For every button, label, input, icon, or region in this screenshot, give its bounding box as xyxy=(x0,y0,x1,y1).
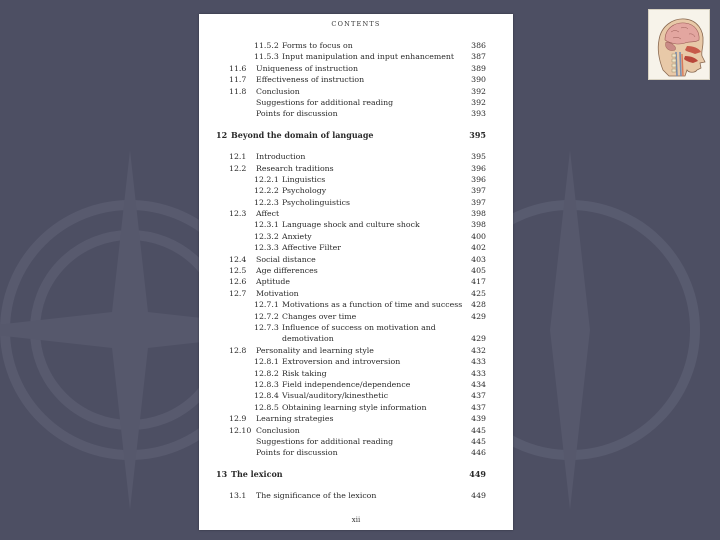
toc-entry-row xyxy=(199,413,513,424)
toc-entry-row xyxy=(199,390,513,401)
toc-page-number: 400 xyxy=(471,231,486,241)
toc-entry-row xyxy=(199,265,513,276)
toc-section-title: Affect xyxy=(256,209,280,219)
toc-page-number: 402 xyxy=(471,243,486,253)
toc-page-number: 392 xyxy=(471,86,486,96)
toc-spacer xyxy=(199,480,513,490)
page-header: CONTENTS xyxy=(331,20,381,28)
toc-section-title: Psychology xyxy=(282,186,327,196)
toc-entry-row xyxy=(199,333,513,344)
toc-section-title: Risk taking xyxy=(282,368,327,378)
toc-page-number: 397 xyxy=(471,186,486,196)
toc-entry-row xyxy=(199,40,513,51)
toc-section-title: Points for discussion xyxy=(256,109,338,119)
toc-section-number: 12.2 xyxy=(229,163,247,173)
toc-entry-row xyxy=(199,51,513,62)
toc-section-number: 12.3 xyxy=(229,209,247,219)
toc-section-number: 11.5.3 xyxy=(254,52,279,62)
toc-page-number: 398 xyxy=(471,220,486,230)
toc-page-number: 437 xyxy=(471,391,486,401)
toc-section-title: Anxiety xyxy=(282,231,312,241)
toc-page-number: 446 xyxy=(471,448,486,458)
toc-section-title: Forms to focus on xyxy=(282,41,353,50)
toc-entry-row xyxy=(199,311,513,322)
toc-section-number: 12.10 xyxy=(229,425,252,435)
toc-section-title: Input manipulation and input enhancement xyxy=(282,52,455,62)
toc-entry-row xyxy=(199,288,513,299)
toc-section-title: Beyond the domain of language xyxy=(231,129,374,140)
toc-entry-row xyxy=(199,174,513,185)
toc-page-number: 396 xyxy=(471,174,486,184)
toc-section-number: 12.8.3 xyxy=(254,379,279,389)
toc-section-title: Psycholinguistics xyxy=(282,197,351,207)
toc-page-number: 429 xyxy=(471,311,486,321)
toc-entry-row xyxy=(199,447,513,458)
toc-entry-row xyxy=(199,490,513,501)
toc-section-title: The significance of the lexicon xyxy=(256,491,377,501)
toc-section-number: 11.7 xyxy=(229,75,247,85)
toc-entry-row xyxy=(199,185,513,196)
toc-section-title: Points for discussion xyxy=(256,448,338,458)
toc-spacer xyxy=(199,141,513,151)
toc-section-number: 12.8.1 xyxy=(254,357,279,367)
toc-section-number: 12.7.1 xyxy=(254,300,279,310)
toc-entry-row xyxy=(199,276,513,287)
toc-page-number: 445 xyxy=(471,436,486,446)
toc-section-number: 12.7 xyxy=(229,288,247,298)
head-anatomy-image xyxy=(648,9,710,80)
toc-section-number: 12.2.3 xyxy=(254,197,279,207)
toc-section-title: Age differences xyxy=(256,266,318,276)
toc-section-number: 12.8.5 xyxy=(254,402,279,412)
toc-section-number: 11.8 xyxy=(229,86,247,96)
toc-section-number: 12.8.4 xyxy=(254,391,279,401)
toc-entry-row xyxy=(199,151,513,162)
toc-section-title: Introduction xyxy=(256,152,306,162)
toc-page-number: 437 xyxy=(471,402,486,412)
toc-section-title: Research traditions xyxy=(256,163,334,173)
page-number: xii xyxy=(351,516,361,524)
toc-section-title: Effectiveness of instruction xyxy=(256,75,365,85)
toc-page-number: 393 xyxy=(471,109,486,119)
toc-section-number: 12.4 xyxy=(229,254,247,264)
toc-section-number: 12.2.1 xyxy=(254,174,279,184)
toc-page-number: 396 xyxy=(471,163,486,173)
toc-spacer xyxy=(199,459,513,469)
toc-page-number: 433 xyxy=(471,357,486,367)
toc-section-title: Obtaining learning style information xyxy=(282,402,427,412)
toc-section-title: Learning strategies xyxy=(256,414,334,424)
toc-page-number: 398 xyxy=(471,209,486,219)
toc-entry-row xyxy=(199,379,513,390)
toc-entry-row xyxy=(199,63,513,74)
toc-section-number: 12.9 xyxy=(229,414,247,424)
toc-entry-row xyxy=(199,86,513,97)
toc-section-title: Motivations as a function of time and success xyxy=(282,300,463,310)
toc-section-number: 12.2.2 xyxy=(254,186,279,196)
toc-page-number: 405 xyxy=(471,266,486,276)
toc-section-title: Motivation xyxy=(256,288,299,298)
toc-entry-row xyxy=(199,356,513,367)
toc-section-title: Personality and learning style xyxy=(256,345,374,355)
toc-entry-row xyxy=(199,322,513,333)
toc-section-number: 12.3.3 xyxy=(254,243,279,253)
toc-section-number: 12.5 xyxy=(229,266,247,276)
toc-page-number: 397 xyxy=(471,197,486,207)
toc-page-number: 395 xyxy=(469,129,486,140)
toc-entry-row xyxy=(199,368,513,379)
toc-section-title: demotivation xyxy=(282,334,334,344)
toc-entry-row xyxy=(199,231,513,242)
toc-section-number: 12.8 xyxy=(229,345,247,355)
toc-section-number: 12.8.2 xyxy=(254,368,279,378)
toc-page-number: 389 xyxy=(471,63,486,73)
toc-page-number: 449 xyxy=(471,491,486,501)
toc-section-title: Changes over time xyxy=(282,311,357,321)
toc-page-number: 433 xyxy=(471,368,486,378)
table-of-contents xyxy=(199,40,513,501)
toc-entry-row xyxy=(199,425,513,436)
toc-section-number: 12.7.3 xyxy=(254,322,279,332)
toc-page-number: 386 xyxy=(471,41,486,50)
toc-section-number: 12.7.2 xyxy=(254,311,279,321)
toc-entry-row xyxy=(199,254,513,265)
toc-section-title: Conclusion xyxy=(256,425,300,435)
toc-section-number: 12 xyxy=(216,129,228,140)
toc-section-number: 11.5.2 xyxy=(254,41,279,50)
toc-section-number: 12.3.1 xyxy=(254,220,279,230)
toc-section-title: Conclusion xyxy=(256,86,300,96)
toc-spacer xyxy=(199,120,513,130)
toc-entry-row xyxy=(199,108,513,119)
toc-section-title: Linguistics xyxy=(282,174,326,184)
toc-section-title: Influence of success on motivation and xyxy=(282,322,436,332)
toc-page-number: 429 xyxy=(471,334,486,344)
toc-page-number: 425 xyxy=(471,288,486,298)
toc-section-number: 12.1 xyxy=(229,152,247,162)
toc-page-number: 449 xyxy=(469,468,486,479)
toc-entry-row xyxy=(199,402,513,413)
toc-page-number: 387 xyxy=(471,52,486,62)
toc-section-title: Uniqueness of instruction xyxy=(256,63,358,73)
toc-entry-row xyxy=(199,219,513,230)
toc-section-title: Suggestions for additional reading xyxy=(256,97,394,107)
toc-entry-row xyxy=(199,299,513,310)
toc-entry-row xyxy=(199,242,513,253)
toc-page-number: 390 xyxy=(471,75,486,85)
toc-section-number: 12.6 xyxy=(229,277,247,287)
toc-section-title: Affective Filter xyxy=(282,243,342,253)
toc-page-number: 434 xyxy=(471,379,486,389)
toc-section-title: Suggestions for additional reading xyxy=(256,436,394,446)
toc-section-title: Language shock and culture shock xyxy=(282,220,420,230)
toc-page-number: 417 xyxy=(471,277,486,287)
toc-page-number: 439 xyxy=(471,414,486,424)
toc-page-number: 445 xyxy=(471,425,486,435)
toc-chapter-row xyxy=(199,130,513,141)
toc-section-title: Extroversion and introversion xyxy=(282,357,401,367)
book-page xyxy=(199,14,513,530)
toc-entry-row xyxy=(199,97,513,108)
toc-page-number: 432 xyxy=(471,345,486,355)
toc-entry-row xyxy=(199,74,513,85)
toc-chapter-row xyxy=(199,469,513,480)
toc-section-title: The lexicon xyxy=(231,468,283,479)
toc-page-number: 428 xyxy=(471,300,486,310)
toc-page-number: 395 xyxy=(471,152,486,162)
toc-section-title: Aptitude xyxy=(256,277,291,287)
toc-page-number: 392 xyxy=(471,97,486,107)
toc-section-number: 13.1 xyxy=(229,491,247,501)
toc-section-title: Field independence/dependence xyxy=(282,379,411,389)
toc-section-title: Social distance xyxy=(256,254,316,264)
toc-section-title: Visual/auditory/kinesthetic xyxy=(282,391,389,401)
toc-entry-row xyxy=(199,436,513,447)
toc-entry-row xyxy=(199,197,513,208)
toc-section-number: 12.3.2 xyxy=(254,231,279,241)
toc-section-number: 11.6 xyxy=(229,63,247,73)
toc-page-number: 403 xyxy=(471,254,486,264)
toc-entry-row xyxy=(199,345,513,356)
toc-section-number: 13 xyxy=(216,468,228,479)
toc-entry-row xyxy=(199,163,513,174)
toc-entry-row xyxy=(199,208,513,219)
